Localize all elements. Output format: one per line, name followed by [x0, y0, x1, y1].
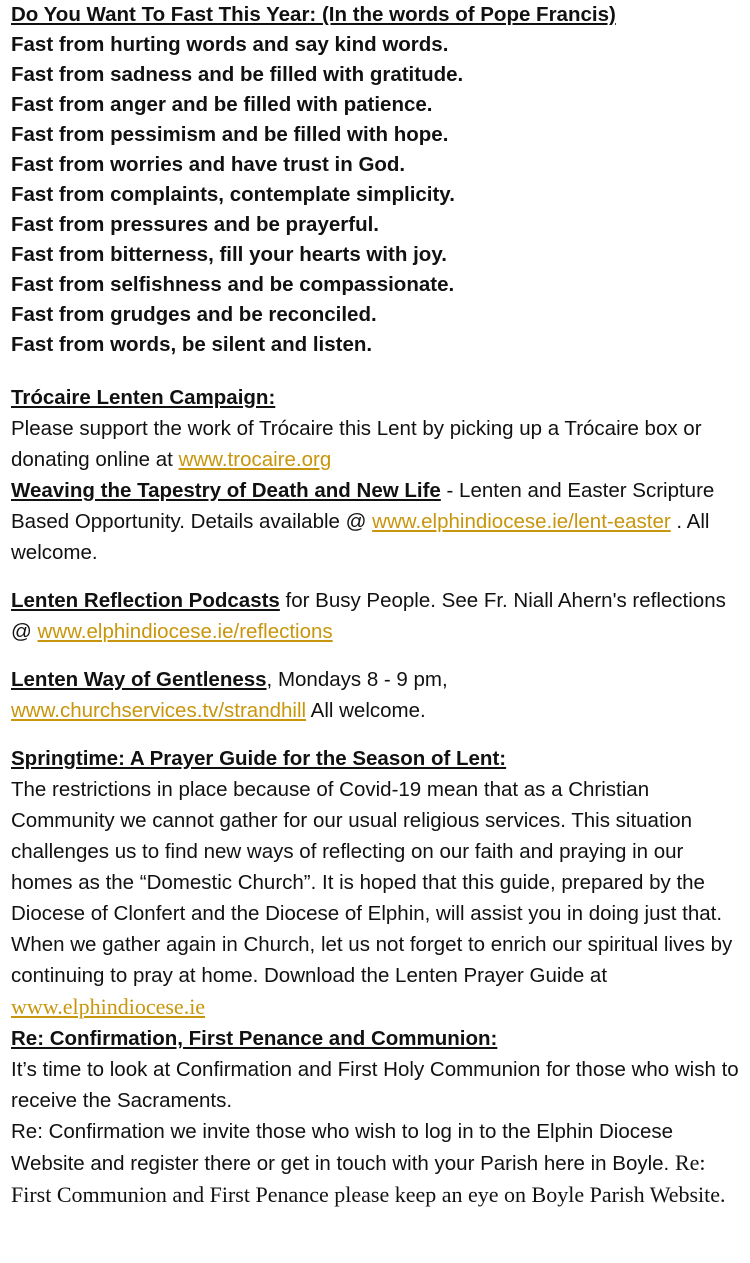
- spacer: [11, 726, 740, 743]
- weaving-text: - Lenten and Easter Scripture Based Opportunity. Details available @: [11, 479, 715, 533]
- fast-line: Fast from words, be silent and listen.: [11, 333, 373, 356]
- fast-line: Fast from complaints, contemplate simplicity.: [11, 183, 455, 206]
- springtime-link[interactable]: www.elphindiocese.ie: [11, 994, 206, 1019]
- podcasts-section: [11, 585, 740, 647]
- fast-line: Fast from anger and be filled with patience.: [11, 93, 433, 116]
- trocaire-section: [11, 382, 740, 475]
- spacer: [11, 568, 740, 585]
- trocaire-text: Please support the work of Trócaire this Lent by picking up a Trócaire box or donating online at: [11, 417, 702, 471]
- confirmation-para-2: [11, 1116, 740, 1211]
- gentleness-after: All welcome.: [306, 699, 426, 722]
- weaving-after: . All welcome.: [11, 510, 710, 564]
- fast-line: Fast from grudges and be reconciled.: [11, 303, 377, 326]
- fast-line: Fast from hurting words and say kind words.: [11, 33, 449, 56]
- confirmation-para-2-serif: Re: First Communion and First Penance please keep an eye on Boyle Parish Website.: [11, 1150, 726, 1207]
- gentleness-link[interactable]: www.churchservices.tv/strandhill: [11, 699, 307, 722]
- confirmation-section: [11, 1023, 740, 1211]
- spacer: [11, 360, 740, 382]
- springtime-section: [11, 743, 740, 1023]
- fast-line: Fast from worries and have trust in God.: [11, 153, 406, 176]
- confirmation-heading: Re: Confirmation, First Penance and Communion:: [11, 1027, 498, 1050]
- weaving-heading: Weaving the Tapestry of Death and New Life: [11, 479, 441, 502]
- confirmation-para-2-text: Re: Confirmation we invite those who wish to log in to the Elphin Diocese Website and register there or get in touch with your Parish here in Boyle.: [11, 1120, 675, 1175]
- fast-line: Fast from bitterness, fill your hearts with joy.: [11, 243, 447, 266]
- fast-heading: Do You Want To Fast This Year: (In the words of Pope Francis): [11, 3, 616, 26]
- weaving-section: [11, 475, 740, 568]
- fast-line: Fast from sadness and be filled with gratitude.: [11, 63, 464, 86]
- fast-section: [11, 0, 740, 360]
- podcasts-link[interactable]: www.elphindiocese.ie/reflections: [37, 620, 333, 643]
- trocaire-link[interactable]: www.trocaire.org: [178, 448, 332, 471]
- fast-line: Fast from pressures and be prayerful.: [11, 213, 379, 236]
- trocaire-heading: Trócaire Lenten Campaign:: [11, 386, 276, 409]
- fast-line: Fast from selfishness and be compassionate.: [11, 273, 455, 296]
- springtime-text: The restrictions in place because of Covid-19 mean that as a Christian Community we cannot gather for our usual religious services. This situation challenges us to find new ways of reflecting on our faith and praying in our homes as the “Domestic Church”. It is hoped that this guide, prepared by the Diocese of Clonfert and the Diocese of Elphin, will assist you in doing just that. When we gather again in Church, let us not forget to enrich our spiritual lives by continuing to pray at home. Download the Lenten Prayer Guide at: [11, 778, 733, 987]
- gentleness-section: [11, 664, 740, 726]
- gentleness-text: , Mondays 8 - 9 pm,: [266, 668, 448, 691]
- springtime-heading: Springtime: A Prayer Guide for the Season of Lent:: [11, 747, 507, 770]
- gentleness-heading: Lenten Way of Gentleness: [11, 668, 267, 691]
- podcasts-heading: Lenten Reflection Podcasts: [11, 589, 280, 612]
- spacer: [11, 647, 740, 664]
- podcasts-text: for Busy People. See Fr. Niall Ahern's reflections @: [11, 589, 726, 643]
- fast-line: Fast from pessimism and be filled with hope.: [11, 123, 449, 146]
- confirmation-para-1: It’s time to look at Confirmation and First Holy Communion for those who wish to receive the Sacraments.: [11, 1058, 739, 1112]
- weaving-link[interactable]: www.elphindiocese.ie/lent-easter: [372, 510, 671, 533]
